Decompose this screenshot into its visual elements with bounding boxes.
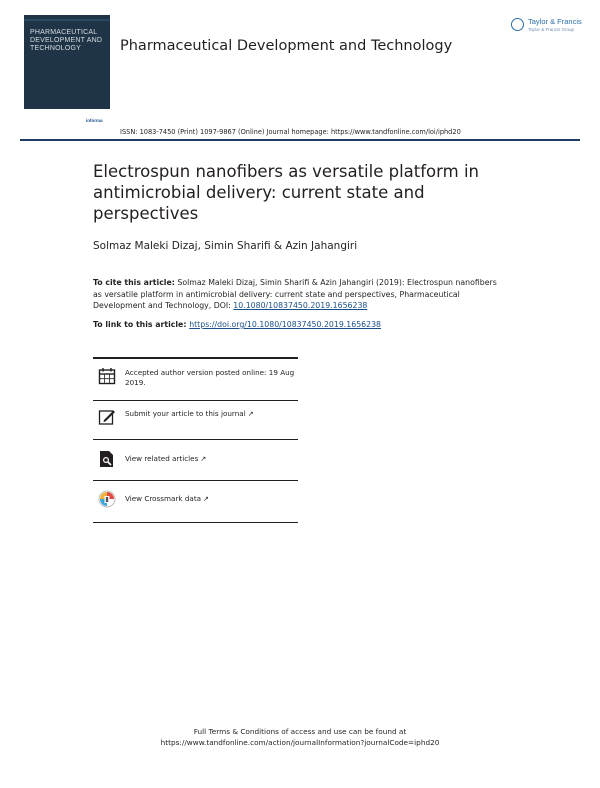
publisher-logo[interactable]: [511, 15, 587, 37]
publisher-logo-text: Taylor & Francis: [528, 17, 582, 26]
info-divider: [93, 400, 298, 401]
cite-text: Solmaz Maleki Dizaj, Simin Sharifi & Azin Jahangiri (2019): Electrospun nanofibers as versatile platform in antimicrobial delivery: current state and perspectives, Pharmaceutical Development and Technology, DOI:: [93, 278, 497, 311]
calendar-icon: [98, 367, 116, 385]
accepted-version-text: Accepted author version posted online: 19 Aug 2019.: [125, 368, 295, 387]
journal-cover-image: [24, 15, 110, 109]
cite-label: To cite this article:: [93, 278, 175, 287]
footer-terms-text: Full Terms & Conditions of access and use can be found at: [193, 727, 407, 736]
info-divider: [93, 480, 298, 481]
footer-terms-link[interactable]: https://www.tandfonline.com/action/journalInformation?journalCode=iphd20: [160, 738, 440, 747]
document-search-icon: [98, 450, 116, 468]
related-articles-link[interactable]: View related articles: [125, 454, 199, 463]
issn-line: [120, 128, 461, 136]
issn-text: ISSN: 1083-7450 (Print) 1097-9867 (Online) Journal homepage:: [120, 128, 331, 136]
footer: [0, 726, 600, 748]
cite-doi-link[interactable]: 10.1080/10837450.2019.1656238: [233, 301, 368, 311]
submit-article-link[interactable]: Submit your article to this journal: [125, 409, 246, 418]
external-link-icon[interactable]: ↗: [247, 410, 254, 418]
link-label: To link to this article:: [93, 320, 190, 329]
edit-icon: [98, 408, 116, 426]
cover-stripe: [24, 19, 110, 21]
journal-homepage-link[interactable]: https://www.tandfonline.com/loi/iphd20: [330, 128, 461, 136]
article-authors: Solmaz Maleki Dizaj, Simin Sharifi & Azin Jahangiri: [93, 240, 358, 252]
link-line: [93, 320, 381, 329]
info-divider: [93, 522, 298, 523]
header-divider: [20, 139, 580, 141]
publisher-logo-icon: [511, 18, 524, 31]
crossmark-icon: [98, 490, 116, 508]
external-link-icon[interactable]: ↗: [203, 495, 209, 503]
informa-logo: informa: [86, 118, 103, 123]
citation-block: [93, 277, 503, 312]
publisher-logo-subtext: Taylor & Francis Group: [528, 27, 575, 32]
article-doi-link[interactable]: https://doi.org/10.1080/10837450.2019.1656238: [189, 320, 381, 329]
article-title: Electrospun nanofibers as versatile platform in antimicrobial delivery: current state and perspectives: [93, 162, 480, 223]
info-divider: [93, 439, 298, 440]
journal-title[interactable]: Pharmaceutical Development and Technology: [120, 38, 453, 54]
external-link-icon[interactable]: ↗: [200, 455, 207, 463]
cover-title: PHARMACEUTICAL DEVELOPMENT AND TECHNOLOGY: [30, 29, 103, 52]
crossmark-link[interactable]: View Crossmark data: [125, 494, 202, 503]
info-divider: [93, 357, 298, 359]
